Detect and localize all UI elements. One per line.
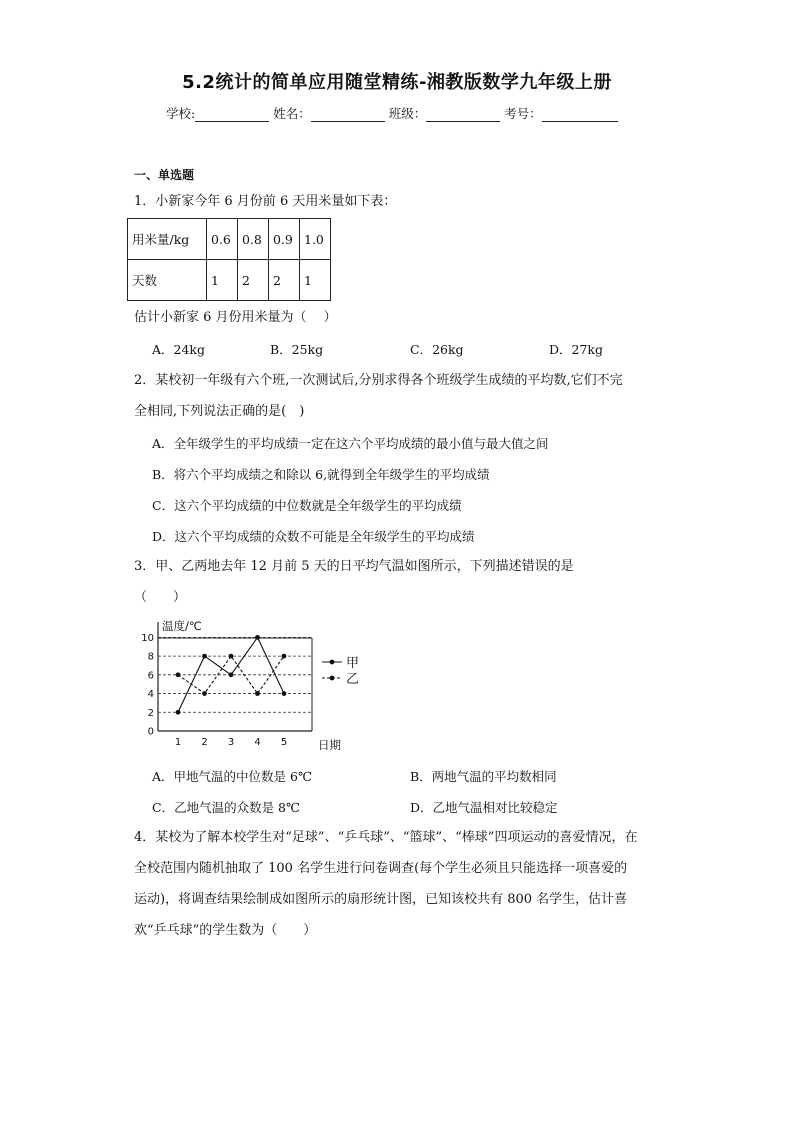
y-tick-label: 10 bbox=[141, 632, 154, 644]
table-cell: 0.8 bbox=[238, 219, 269, 260]
page-title: 5.2统计的简单应用随堂精练-湘教版数学九年级上册 bbox=[182, 72, 612, 93]
legend-label: 甲 bbox=[346, 656, 360, 671]
q3-stem-line1: 3．甲、乙两地去年 12 月前 5 天的日平均气温如图所示，下列描述错误的是 bbox=[134, 559, 574, 574]
student-info-line bbox=[166, 104, 622, 122]
number-label: 考号： bbox=[504, 106, 542, 121]
y-tick-label: 6 bbox=[147, 670, 154, 682]
table-row bbox=[128, 260, 331, 301]
table-cell: 2 bbox=[269, 260, 300, 301]
table-cell: 1 bbox=[207, 260, 238, 301]
y-axis-label: 温度/℃ bbox=[162, 619, 202, 633]
q3-option-c[interactable]: C．乙地气温的众数是 8℃ bbox=[152, 800, 300, 815]
y-tick-label: 4 bbox=[147, 689, 154, 701]
school-label: 学校: bbox=[166, 106, 196, 121]
rice-table bbox=[127, 218, 331, 301]
q2-option-c[interactable]: C．这六个平均成绩的中位数就是全年级学生的平均成绩 bbox=[152, 498, 462, 513]
y-tick-label: 0 bbox=[147, 726, 154, 738]
section-heading: 一、单选题 bbox=[134, 168, 195, 182]
data-point bbox=[282, 691, 287, 696]
q2-stem-line1: 2．某校初一年级有六个班,一次测试后,分别求得各个班级学生成绩的平均数,它们不完 bbox=[134, 373, 623, 388]
q3-stem-line2: （ ） bbox=[134, 590, 187, 605]
x-tick-label: 1 bbox=[174, 737, 182, 748]
table-cell: 天数 bbox=[128, 260, 207, 301]
legend-label: 乙 bbox=[346, 672, 360, 687]
legend-marker bbox=[330, 660, 335, 665]
y-tick-label: 8 bbox=[147, 651, 154, 663]
name-blank[interactable] bbox=[311, 107, 385, 122]
q2-option-b[interactable]: B．将六个平均成绩之和除以 6,就得到全年级学生的平均成绩 bbox=[152, 467, 490, 482]
q3-option-b[interactable]: B．两地气温的平均数相同 bbox=[410, 769, 557, 784]
data-point bbox=[229, 672, 234, 677]
table-row bbox=[128, 219, 331, 260]
q1-stem: 1．小新家今年 6 月份前 6 天用米量如下表： bbox=[134, 194, 397, 209]
q1-option-c[interactable]: C．26kg bbox=[410, 342, 464, 357]
q2-option-a[interactable]: A．全年级学生的平均成绩一定在这六个平均成绩的最小值与最大值之间 bbox=[152, 436, 549, 451]
q4-stem-line4: 欢“乒乓球”的学生数为（ ） bbox=[134, 923, 317, 938]
data-point bbox=[255, 691, 260, 696]
temperature-line-chart bbox=[138, 616, 368, 756]
table-cell: 0.6 bbox=[207, 219, 238, 260]
x-axis-label: 日期 bbox=[318, 738, 341, 752]
school-blank[interactable] bbox=[195, 107, 269, 122]
q4-stem-line2: 全校范围内随机抽取了 100 名学生进行问卷调查(每个学生必须且只能选择一项喜爱的 bbox=[134, 861, 628, 876]
x-tick-label: 3 bbox=[227, 737, 235, 748]
data-point bbox=[202, 654, 207, 659]
legend-marker bbox=[330, 676, 335, 681]
q3-option-a[interactable]: A．甲地气温的中位数是 6℃ bbox=[152, 769, 312, 784]
class-blank[interactable] bbox=[426, 107, 500, 122]
table-cell: 0.9 bbox=[269, 219, 300, 260]
data-point bbox=[229, 654, 234, 659]
class-label: 班级： bbox=[388, 106, 427, 121]
x-tick-label: 2 bbox=[201, 737, 208, 748]
y-tick-label: 2 bbox=[147, 707, 154, 719]
q3-option-d[interactable]: D．乙地气温相对比较稳定 bbox=[410, 800, 558, 815]
q1-option-d[interactable]: D．27kg bbox=[549, 342, 604, 357]
q4-stem-line1: 4．某校为了解本校学生对“足球”、“乒乓球”、“篮球”、“棒球”四项运动的喜爱情况，在 bbox=[134, 830, 638, 845]
q1-ask: 估计小新家 6 月份用米量为（ ） bbox=[134, 310, 337, 325]
table-cell: 1 bbox=[300, 260, 331, 301]
data-point bbox=[282, 654, 287, 659]
x-tick-label: 4 bbox=[254, 737, 261, 748]
q2-option-d[interactable]: D．这六个平均成绩的众数不可能是全年级学生的平均成绩 bbox=[152, 529, 475, 544]
data-point bbox=[255, 635, 260, 640]
table-cell: 1.0 bbox=[300, 219, 331, 260]
table-cell: 用米量/kg bbox=[128, 219, 207, 260]
q2-stem-line2: 全相同,下列说法正确的是( ) bbox=[134, 404, 305, 419]
data-point bbox=[176, 672, 181, 677]
q1-option-b[interactable]: B．25kg bbox=[270, 342, 324, 357]
number-blank[interactable] bbox=[542, 107, 618, 122]
q4-stem-line3: 运动)，将调查结果绘制成如图所示的扇形统计图，已知该校共有 800 名学生，估计喜 bbox=[134, 892, 628, 907]
table-cell: 2 bbox=[238, 260, 269, 301]
data-point bbox=[202, 691, 207, 696]
q1-option-a[interactable]: A．24kg bbox=[152, 342, 206, 357]
data-point bbox=[176, 710, 181, 715]
x-tick-label: 5 bbox=[280, 737, 288, 748]
name-label: 姓名： bbox=[273, 106, 311, 121]
